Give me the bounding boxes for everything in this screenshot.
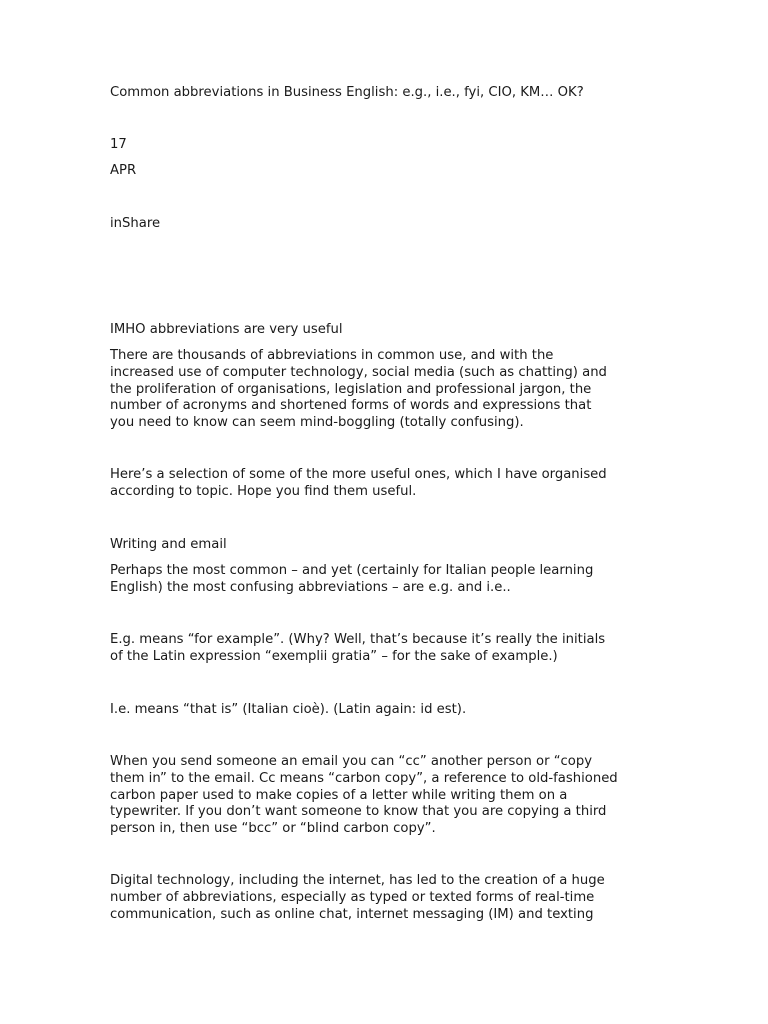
- paragraph-line: English) the most confusing abbreviations – are e.g. and i.e..: [110, 579, 511, 595]
- paragraph-line: number of abbreviations, especially as typed or texted forms of real-time: [110, 889, 595, 905]
- paragraph-line: When you send someone an email you can “cc” another person or “copy: [110, 754, 593, 769]
- cc-paragraph: [110, 754, 670, 838]
- date-day: 17: [110, 137, 127, 152]
- paragraph-line: person in, then use “bcc” or “blind carbon copy”.: [110, 821, 436, 837]
- eg-paragraph: [110, 632, 670, 666]
- ie-paragraph: I.e. means “that is” (Italian cioè). (Latin again: id est).: [110, 702, 467, 717]
- imho-heading: IMHO abbreviations are very useful: [110, 322, 343, 337]
- paragraph-line: communication, such as online chat, internet messaging (IM) and texting: [110, 906, 594, 922]
- paragraph-line: Perhaps the most common – and yet (certainly for Italian people learning: [110, 563, 594, 578]
- paragraph-line: number of acronyms and shortened forms of words and expressions that: [110, 398, 592, 414]
- paragraph-line: There are thousands of abbreviations in common use, and with the: [110, 348, 554, 363]
- paragraph-line: Digital technology, including the internet, has led to the creation of a huge: [110, 873, 605, 888]
- selection-paragraph: [110, 467, 670, 501]
- intro-paragraph: [110, 348, 670, 432]
- date-month: APR: [110, 163, 137, 178]
- paragraph-line: of the Latin expression “exemplii gratia” – for the sake of example.): [110, 648, 558, 664]
- perhaps-paragraph: [110, 563, 670, 597]
- paragraph-line: increased use of computer technology, social media (such as chatting) and: [110, 364, 607, 380]
- paragraph-line: carbon paper used to make copies of a letter while writing them on a: [110, 787, 568, 803]
- paragraph-line: the proliferation of organisations, legislation and professional jargon, the: [110, 381, 592, 397]
- paragraph-line: you need to know can seem mind-boggling (totally confusing).: [110, 415, 524, 431]
- paragraph-line: Here’s a selection of some of the more useful ones, which I have organised: [110, 467, 607, 482]
- paragraph-line: according to topic. Hope you find them useful.: [110, 483, 417, 499]
- paragraph-line: typewriter. If you don’t want someone to know that you are copying a third: [110, 804, 607, 820]
- inshare-link[interactable]: inShare: [110, 216, 161, 231]
- document-title: Common abbreviations in Business English: e.g., i.e., fyi, CIO, KM… OK?: [110, 85, 584, 100]
- paragraph-line: E.g. means “for example”. (Why? Well, that’s because it’s really the initials: [110, 632, 606, 647]
- writing-email-heading: Writing and email: [110, 537, 227, 552]
- digital-paragraph: [110, 873, 670, 923]
- paragraph-line: them in” to the email. Cc means “carbon copy”, a reference to old-fashioned: [110, 770, 618, 786]
